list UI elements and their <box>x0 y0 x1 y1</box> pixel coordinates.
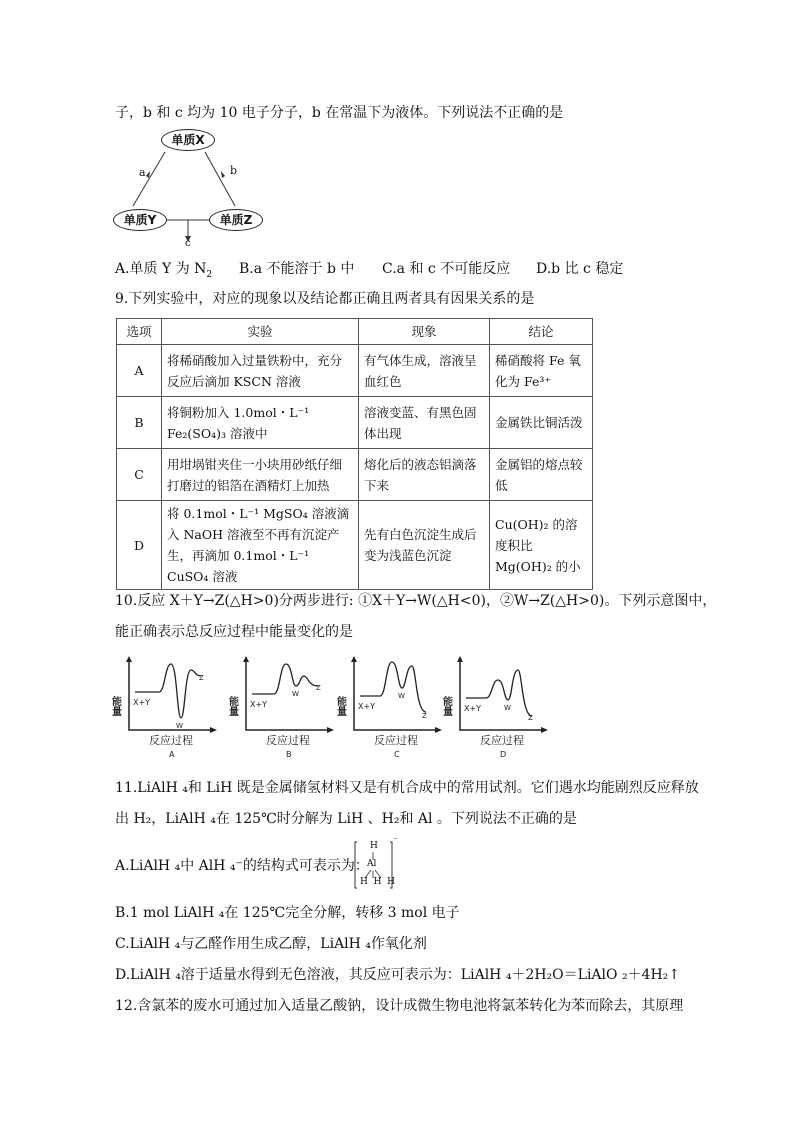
q11-option-d: D.LiAlH ₄溶于适量水得到无色溶液，其反应可表示为：LiAlH ₄＋2H₂O＝LiAlO ₂＋4H₂↑ <box>115 967 681 983</box>
y-arrow-icon <box>126 656 132 662</box>
h-top: H <box>370 841 378 851</box>
option-letter: A <box>169 750 175 759</box>
charge: ⁻ <box>393 836 398 846</box>
row-phenomenon: 溶液变蓝、有黑色固体出现 <box>359 397 490 449</box>
header-phenomenon: 现象 <box>359 319 490 345</box>
x-axis-label: 反应过程 <box>374 734 418 747</box>
row-conclusion: 稀硝酸将 Fe 氧化为 Fe³⁺ <box>490 345 593 397</box>
row-experiment: 将稀硝酸加入过量铁粉中，充分反应后滴加 KSCN 溶液 <box>162 345 359 397</box>
energy-diagram-svg <box>109 656 219 762</box>
table-row <box>117 397 593 449</box>
y-arrow-icon <box>457 656 463 662</box>
start-label: X+Y <box>464 704 482 713</box>
header-conclusion: 结论 <box>490 319 593 345</box>
q11-stem-line2: 出 H₂，LiAlH ₄在 125℃时分解为 LiH 、H₂和 Al 。下列说法不正确的是 <box>115 811 577 827</box>
edge-c-label: c <box>185 238 191 249</box>
x-axis-label: 反应过程 <box>266 734 310 747</box>
row-conclusion: 金属铁比铜活泼 <box>490 397 593 449</box>
energy-diagram-a <box>109 656 219 762</box>
q10-stem-line2: 能正确表示总反应过程中能量变化的是 <box>115 624 353 640</box>
row-conclusion: Cu(OH)₂ 的溶度积比 Mg(OH)₂ 的小 <box>490 501 593 590</box>
x-arrow-icon <box>541 727 548 733</box>
intermediate-label: W <box>504 704 511 712</box>
y-arrow-icon <box>243 656 249 662</box>
q11-option-b: B.1 mol LiAlH ₄在 125℃完全分解，转移 3 mol 电子 <box>115 905 460 921</box>
x-arrow-icon <box>327 727 334 733</box>
table-header-row <box>117 319 593 345</box>
row-conclusion: 金属铝的熔点较低 <box>490 449 593 501</box>
y-axis-label: 能量 <box>440 696 452 716</box>
row-experiment: 用坩埚钳夹住一小块用砂纸仔细打磨过的铝箔在酒精灯上加热 <box>162 449 359 501</box>
y-axis-label: 能量 <box>226 696 238 716</box>
x-arrow-icon <box>210 727 217 733</box>
table-row <box>117 449 593 501</box>
intermediate-label: W <box>176 722 183 730</box>
option-letter: D <box>500 750 507 759</box>
experiment-table <box>116 318 593 590</box>
row-experiment: 将铜粉加入 1.0mol・L⁻¹ Fe₂(SO₄)₃ 溶液中 <box>162 397 359 449</box>
q8-stem: 子，b 和 c 均为 10 电子分子，b 在常温下为液体。下列说法不正确的是 <box>115 105 564 121</box>
product-label: Z <box>422 712 427 720</box>
q11-option-c: C.LiAlH ₄与乙醛作用生成乙醇，LiAlH ₄作氧化剂 <box>115 936 427 952</box>
q11-stem-line1: 11.LiAlH ₄和 LiH 既是金属储氢材料又是有机合成中的常用试剂。它们遇水均能剧烈反应释放 <box>115 780 699 796</box>
node-z: 单质Z <box>209 209 263 231</box>
node-x: 单质X <box>161 129 215 151</box>
q12-stem-line1: 12.含氯苯的废水可通过加入适量乙酸钠，设计成微生物电池将氯苯转化为苯而除去，其原理 <box>115 998 684 1014</box>
energy-curve <box>135 664 201 718</box>
axes <box>129 658 213 730</box>
header-option: 选项 <box>117 319 162 345</box>
y-axis-label: 能量 <box>334 696 346 716</box>
y-axis-label: 能量 <box>109 696 121 716</box>
al-center: Al <box>367 859 377 869</box>
q10-stem-line1: 10.反应 X＋Y→Z(△H>0)分两步进行: ①X＋Y→W(△H<0)，②W→Z(△H>0)。下列示意图中， <box>115 593 717 609</box>
table-row <box>117 501 593 590</box>
x-axis-label: 反应过程 <box>149 734 193 747</box>
table-row <box>117 345 593 397</box>
energy-diagram-b <box>226 656 336 762</box>
row-experiment: 将 0.1mol・L⁻¹ MgSO₄ 溶液滴入 NaOH 溶液至不再有沉淀产生，再滴加 0.1mol・L⁻¹ CuSO₄ 溶液 <box>162 501 359 590</box>
row-option: A <box>117 345 162 397</box>
energy-diagram-svg <box>334 656 444 762</box>
start-label: X+Y <box>250 700 268 709</box>
y-arrow-icon <box>351 656 357 662</box>
product-label: Z <box>199 674 204 682</box>
row-phenomenon: 熔化后的液态铝滴落下来 <box>359 449 490 501</box>
energy-diagram-c <box>334 656 444 762</box>
x-axis-label: 反应过程 <box>480 734 524 747</box>
energy-diagram-svg <box>440 656 550 762</box>
q8-option-a: A.单质 Y 为 $N_2$ <box>115 261 213 280</box>
product-label: Z <box>528 714 533 722</box>
intermediate-label: W <box>292 690 299 698</box>
x-arrow-icon <box>435 727 442 733</box>
header-experiment: 实验 <box>162 319 359 345</box>
energy-curve <box>252 664 318 694</box>
q8-option-b: B.a 不能溶于 b 中 <box>239 261 355 277</box>
edge-b-label: b <box>230 164 238 177</box>
h-bottom: H H H <box>360 877 395 887</box>
q9-stem: 9.下列实验中，对应的现象以及结论都正确且两者具有因果关系的是 <box>115 291 535 307</box>
q8-option-c: C.a 和 c 不可能反应 <box>382 261 511 277</box>
element-triangle-diagram <box>113 126 263 250</box>
row-option: C <box>117 449 162 501</box>
start-label: X+Y <box>133 698 151 707</box>
node-y: 单质Y <box>113 209 167 231</box>
energy-diagram-d <box>440 656 550 762</box>
q11-option-a: A.LiAlH ₄中 AlH ₄⁻的结构式可表示为： <box>115 858 369 874</box>
option-letter: C <box>394 750 400 759</box>
row-phenomenon: 先有白色沉淀生成后变为浅蓝色沉淀 <box>359 501 490 590</box>
option-letter: B <box>286 750 292 759</box>
row-phenomenon: 有气体生成，溶液呈血红色 <box>359 345 490 397</box>
intermediate-label: W <box>398 692 405 700</box>
energy-diagram-svg <box>226 656 336 762</box>
product-label: Z <box>316 684 321 692</box>
row-option: D <box>117 501 162 590</box>
row-option: B <box>117 397 162 449</box>
edge-a-label: a <box>139 166 146 179</box>
q8-option-d: D.b 比 c 稳定 <box>536 261 624 277</box>
alh4-structure <box>354 836 398 890</box>
start-label: X+Y <box>358 702 376 711</box>
